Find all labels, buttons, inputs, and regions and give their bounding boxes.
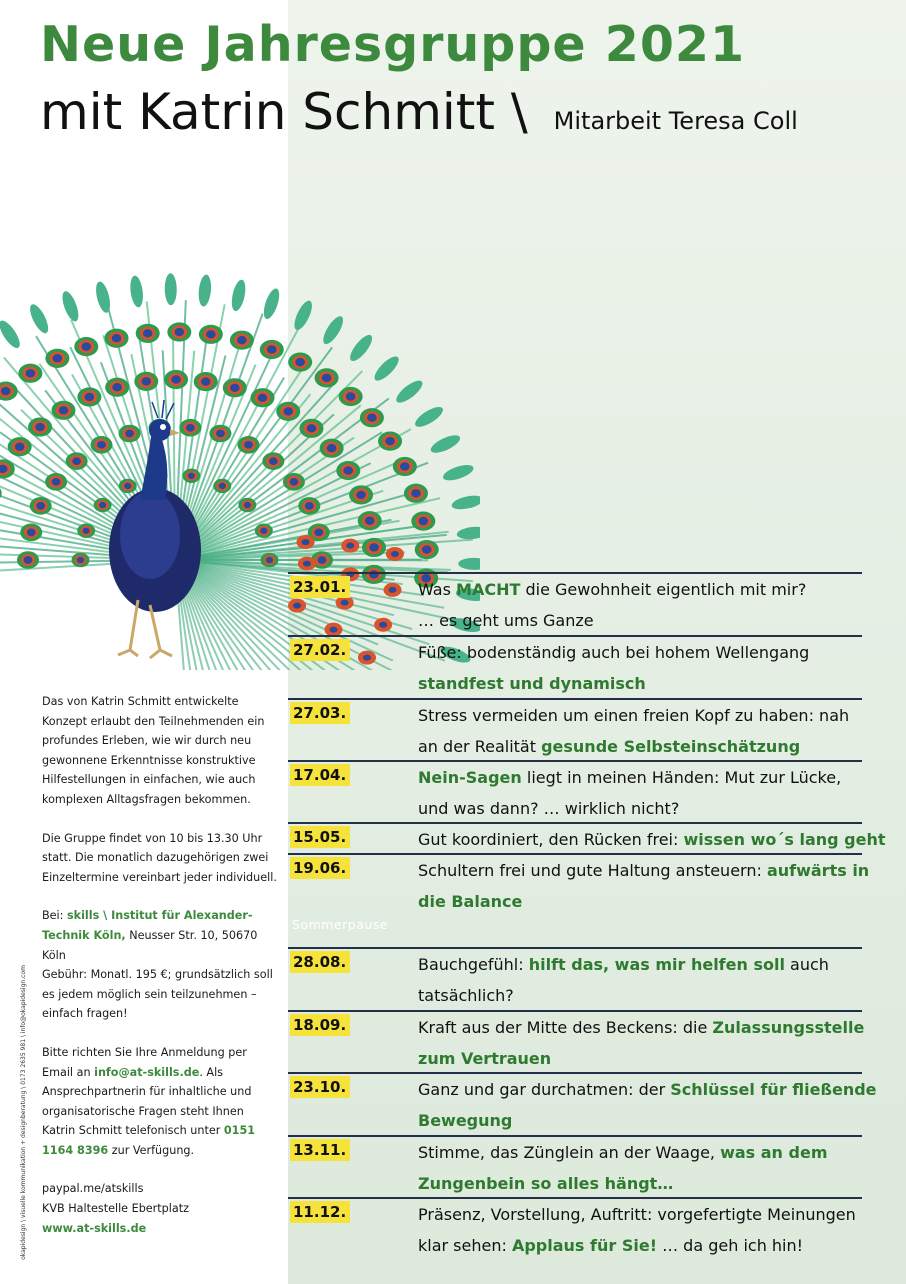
credit-text: Mitarbeit Teresa Coll xyxy=(553,107,798,135)
venue-prefix: Bei: xyxy=(42,909,67,923)
contact-text-a: Bitte richten Sie Ihre Anmeldung per Email an xyxy=(42,1045,247,1079)
highlight-text: MACHT xyxy=(456,580,521,599)
description-line-1 xyxy=(418,1199,864,1230)
description-line-1 xyxy=(418,762,864,793)
highlight-text: was an dem xyxy=(720,1143,828,1162)
session-date: 27.03. xyxy=(290,702,350,724)
description-line-2 xyxy=(418,1168,864,1199)
session-description xyxy=(418,949,864,1011)
session-row xyxy=(288,1197,862,1260)
session-description xyxy=(418,700,864,762)
session-date: 13.11. xyxy=(290,1139,350,1161)
highlight-text: Bewegung xyxy=(418,1111,513,1130)
contact-text-c: zur Verfügung. xyxy=(108,1143,195,1157)
plain-text: … da geh ich hin! xyxy=(657,1236,804,1255)
session-row xyxy=(288,853,870,916)
plain-text: Was xyxy=(418,580,457,599)
concept-paragraph: Das von Katrin Schmitt entwickelte Konzept erlaubt den Teilnehmenden ein profundes Erleben, wie wir durch neu gewonnene Erkenntnisse konstruktive Hilfestellungen in einfachen, wie auch komplexen Alltagsfragen bekommen. xyxy=(42,695,265,806)
session-date: 15.05. xyxy=(290,826,350,848)
highlight-text: gesunde Selbsteinschätzung xyxy=(541,737,801,756)
highlight-text: hilft das, was mir helfen soll xyxy=(528,955,785,974)
session-row xyxy=(288,760,862,822)
session-row xyxy=(288,698,862,760)
plain-text: klar sehen: xyxy=(418,1236,512,1255)
highlight-text: Nein-Sagen xyxy=(418,768,522,787)
plain-text: Präsenz, Vorstellung, Auftritt: vorgefertigte Meinungen xyxy=(418,1205,856,1224)
session-date: 28.08. xyxy=(290,951,350,973)
highlight-text: Schlüssel für fließende xyxy=(670,1080,877,1099)
venue-address: Neusser Str. 10, 50670 Köln xyxy=(42,928,258,962)
phone-number[interactable]: 0151 1164 8396 xyxy=(42,1124,256,1157)
session-date: 27.02. xyxy=(290,639,350,661)
plain-text: Gut koordiniert, den Rücken frei: xyxy=(418,830,684,849)
plain-text: Stress vermeiden um einen freien Kopf zu haben: nah xyxy=(418,706,850,725)
description-line-1 xyxy=(418,855,870,886)
session-description xyxy=(418,1074,877,1136)
plain-text: Schultern frei und gute Haltung ansteuern: xyxy=(418,861,767,880)
row-divider xyxy=(288,947,862,949)
session-description xyxy=(418,855,870,917)
contact-text-b: . Als Ansprechpartnerin für inhaltliche und organisatorische Fragen steht Ihnen Katrin Schmitt telefonisch unter xyxy=(42,1065,252,1138)
summer-break-label: Sommerpause xyxy=(292,917,388,932)
description-line-2 xyxy=(418,980,864,1011)
description-line-2 xyxy=(418,668,864,699)
session-description xyxy=(418,637,864,699)
description-line-2 xyxy=(418,1043,864,1074)
session-row xyxy=(288,635,862,698)
description-line-1 xyxy=(418,1137,864,1168)
description-line-2 xyxy=(418,605,864,636)
session-date: 23.01. xyxy=(290,576,350,598)
venue-name: skills \ Institut für Alexander-Technik Köln, xyxy=(42,909,253,942)
session-date: 19.06. xyxy=(290,857,350,879)
website-link[interactable]: www.at-skills.de xyxy=(42,1221,147,1235)
description-line-1 xyxy=(418,949,864,980)
plain-text: Ganz und gar durchatmen: der xyxy=(418,1080,671,1099)
plain-text: auch xyxy=(784,955,829,974)
plain-text: die Gewohnheit eigentlich mit mir? xyxy=(520,580,807,599)
description-line-1 xyxy=(418,1074,877,1105)
schedule-paragraph: Die Gruppe findet von 10 bis 13.30 Uhr statt. Die monatlich dazugehörigen zwei Einzeltermine vereinbart jeder individuell. xyxy=(42,831,277,884)
session-description xyxy=(418,824,886,855)
session-date: 17.04. xyxy=(290,764,350,786)
session-row xyxy=(288,1135,862,1197)
plain-text: liegt in meinen Händen: Mut zur Lücke, xyxy=(521,768,842,787)
session-row xyxy=(288,947,862,1010)
email-link[interactable]: info@at-skills.de xyxy=(94,1065,200,1079)
description-line-1 xyxy=(418,637,864,668)
plain-text: Füße: bodenständig auch bei hohem Wellengang xyxy=(418,643,810,662)
plain-text: … es geht ums Ganze xyxy=(418,611,594,630)
fee-text: Gebühr: Monatl. 195 €; grundsätzlich soll es jedem möglich sein teilzunehmen – einfach fragen! xyxy=(42,968,273,1021)
description-line-2 xyxy=(418,731,864,762)
description-line-2 xyxy=(418,886,864,917)
highlight-text: aufwärts in xyxy=(766,861,870,880)
plain-text: und was dann? … wirklich nicht? xyxy=(418,799,680,818)
page-title: Neue Jahresgruppe 2021 xyxy=(40,16,746,73)
session-row xyxy=(288,572,862,635)
description-line-1 xyxy=(418,1012,864,1043)
session-description xyxy=(418,762,864,824)
highlight-text: Zungenbein so alles hängt… xyxy=(418,1174,674,1193)
plain-text: tatsächlich? xyxy=(418,986,514,1005)
designer-credit-text: okapidesign \ visuelle kommunikation + designberatung \ 0173 2635 981 \ info@okapidesign.com xyxy=(19,965,27,1260)
highlight-text: standfest und dynamisch xyxy=(418,674,646,693)
session-date: 18.09. xyxy=(290,1014,350,1036)
highlight-text: Zulassungsstelle xyxy=(712,1018,865,1037)
transit-stop: KVB Haltestelle Ebertplatz xyxy=(42,1202,189,1216)
description-line-2 xyxy=(418,1105,864,1136)
highlight-text: die Balance xyxy=(418,892,523,911)
plain-text: Bauchgefühl: xyxy=(418,955,529,974)
paypal-link[interactable]: paypal.me/atskills xyxy=(42,1182,144,1196)
description-line-2 xyxy=(418,793,864,824)
highlight-text: Applaus für Sie! xyxy=(511,1236,657,1255)
plain-text: an der Realität xyxy=(418,737,542,756)
session-row xyxy=(288,822,886,853)
highlight-text: zum Vertrauen xyxy=(418,1049,552,1068)
session-date: 23.10. xyxy=(290,1076,350,1098)
session-description xyxy=(418,574,864,636)
description-line-1 xyxy=(418,574,864,605)
description-line-1 xyxy=(418,824,886,855)
session-description xyxy=(418,1137,864,1199)
session-date: 11.12. xyxy=(290,1201,350,1223)
session-row xyxy=(288,1010,865,1072)
session-description xyxy=(418,1199,864,1261)
plain-text: Stimme, das Zünglein an der Waage, xyxy=(418,1143,721,1162)
highlight-text: wissen wo´s lang geht xyxy=(683,830,886,849)
description-line-1 xyxy=(418,700,864,731)
subtitle-text: mit Katrin Schmitt \ xyxy=(40,83,528,141)
plain-text: Kraft aus der Mitte des Beckens: die xyxy=(418,1018,713,1037)
session-row xyxy=(288,1072,877,1135)
description-line-2 xyxy=(418,1230,864,1261)
session-description xyxy=(418,1012,864,1074)
